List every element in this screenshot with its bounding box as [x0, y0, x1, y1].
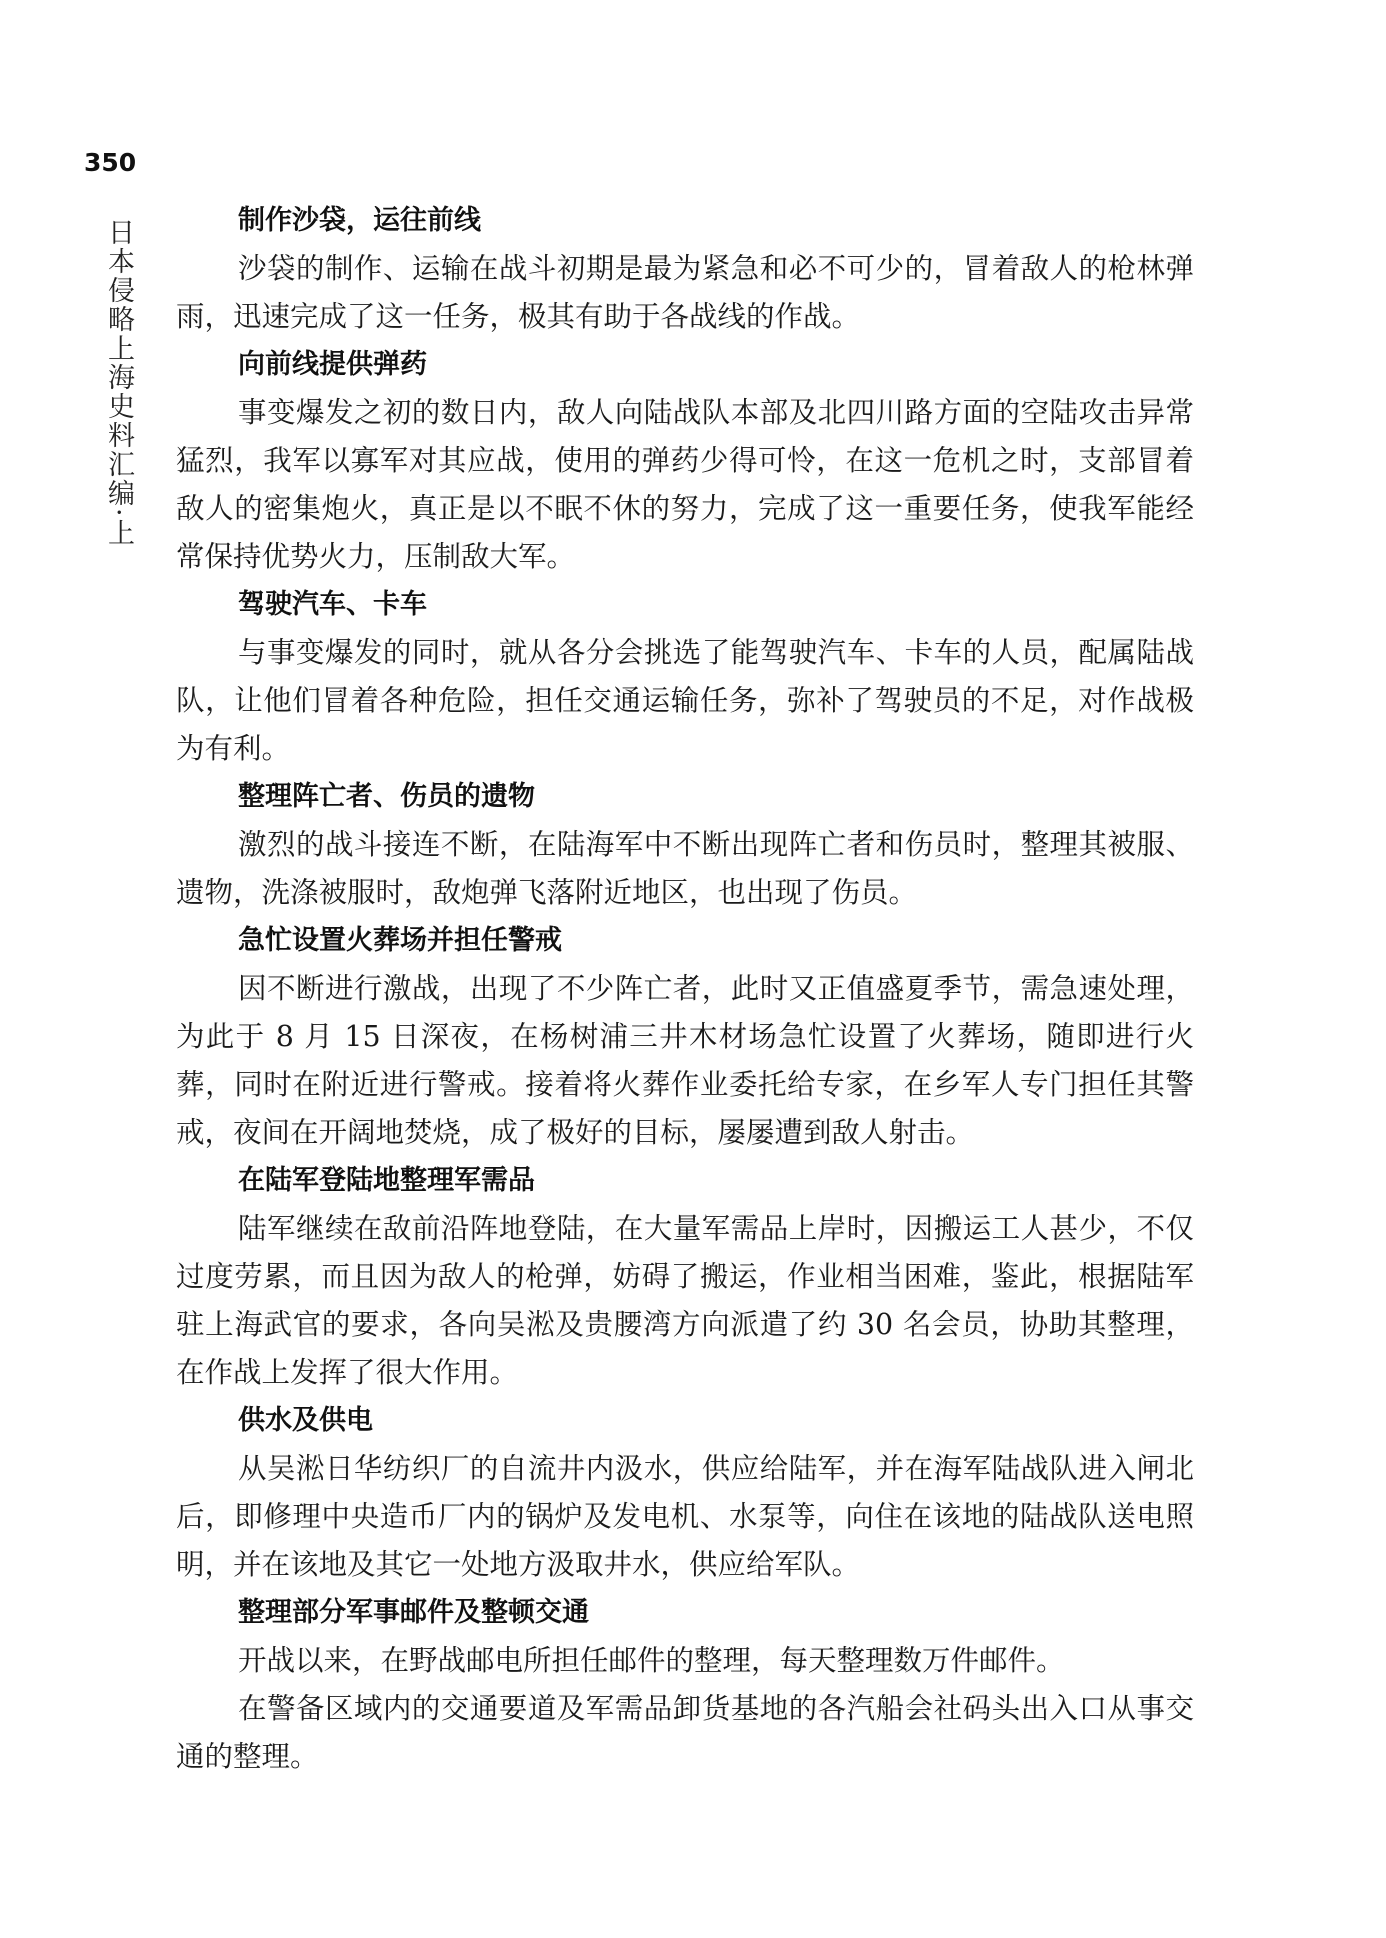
page-body: [176, 197, 1194, 1781]
running-book-title: 日本侵略上海史料汇编·上: [103, 218, 134, 548]
paragraph: 开战以来，在野战邮电所担任邮件的整理，每天整理数万件邮件。: [238, 1644, 1065, 1677]
section-heading: 在陆军登陆地整理军需品: [238, 1165, 535, 1196]
paragraph: 因不断进行激战，出现了不少阵亡者，此时又正值盛夏季节，需急速处理，为此于 8 月 15 日深夜，在杨树浦三井木材场急忙设置了火葬场，随即进行火葬，同时在附近进行警戒。接着将火葬作业委托给专家，在乡军人专门担任其警戒，夜间在开阔地焚烧，成了极好的目标，屡屡遭到敌人射击。: [176, 972, 1194, 1149]
section-heading: 制作沙袋，运往前线: [238, 205, 481, 236]
section-heading: 整理阵亡者、伤员的遗物: [238, 781, 535, 812]
section-heading: 整理部分军事邮件及整顿交通: [238, 1597, 589, 1628]
paragraph: 沙袋的制作、运输在战斗初期是最为紧急和必不可少的，冒着敌人的枪林弹雨，迅速完成了这一任务，极其有助于各战线的作战。: [176, 252, 1194, 333]
paragraph: 激烈的战斗接连不断，在陆海军中不断出现阵亡者和伤员时，整理其被服、遗物，洗涤被服时，敌炮弹飞落附近地区，也出现了伤员。: [176, 828, 1194, 909]
paragraph: 与事变爆发的同时，就从各分会挑选了能驾驶汽车、卡车的人员，配属陆战队，让他们冒着各种危险，担任交通运输任务，弥补了驾驶员的不足，对作战极为有利。: [176, 636, 1194, 765]
paragraph: 陆军继续在敌前沿阵地登陆，在大量军需品上岸时，因搬运工人甚少，不仅过度劳累，而且因为敌人的枪弹，妨碍了搬运，作业相当困难，鉴此，根据陆军驻上海武官的要求，各向吴淞及贵腰湾方向派遣了约 30 名会员，协助其整理，在作战上发挥了很大作用。: [176, 1212, 1194, 1389]
paragraph: 事变爆发之初的数日内，敌人向陆战队本部及北四川路方面的空陆攻击异常猛烈，我军以寡军对其应战，使用的弹药少得可怜，在这一危机之时，支部冒着敌人的密集炮火，真正是以不眠不休的努力，完成了这一重要任务，使我军能经常保持优势火力，压制敌大军。: [176, 396, 1194, 573]
section-heading: 向前线提供弹药: [238, 349, 427, 380]
section-heading: 急忙设置火葬场并担任警戒: [238, 925, 562, 956]
section-heading: 供水及供电: [238, 1405, 373, 1436]
page-number: 350: [84, 148, 137, 177]
paragraph: 在警备区域内的交通要道及军需品卸货基地的各汽船会社码头出入口从事交通的整理。: [176, 1692, 1194, 1773]
paragraph: 从吴淞日华纺织厂的自流井内汲水，供应给陆军，并在海军陆战队进入闸北后，即修理中央造币厂内的锅炉及发电机、水泵等，向住在该地的陆战队送电照明，并在该地及其它一处地方汲取井水，供应给军队。: [176, 1452, 1194, 1581]
section-heading: 驾驶汽车、卡车: [238, 589, 427, 620]
